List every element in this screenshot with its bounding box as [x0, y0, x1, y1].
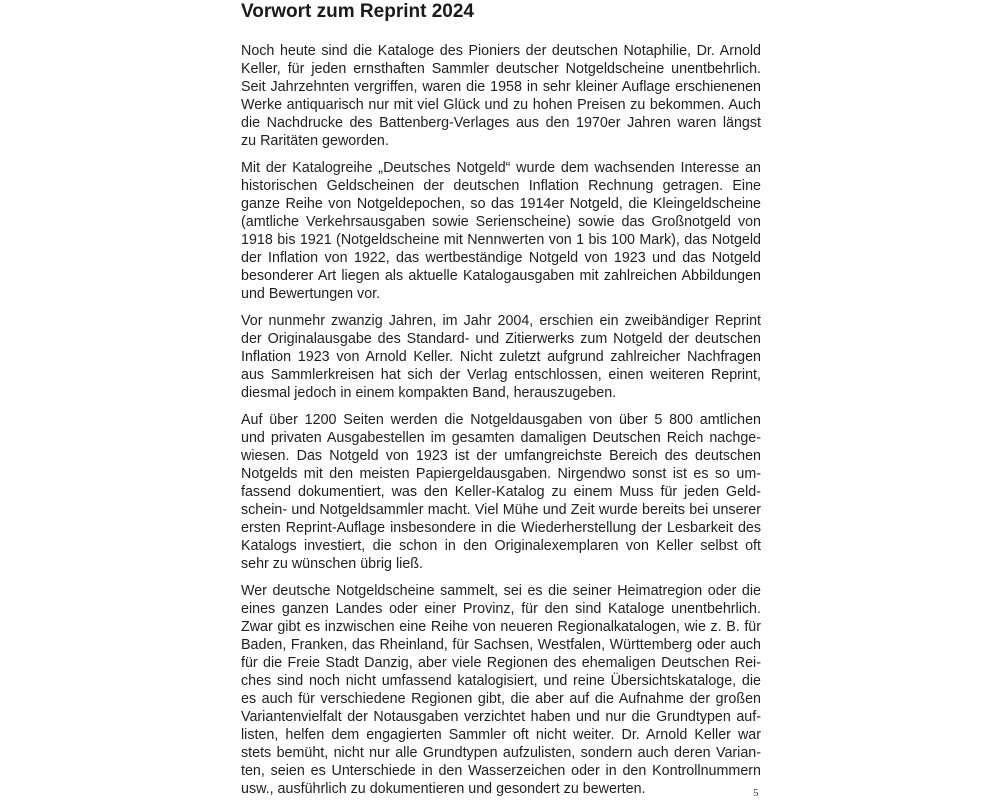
text-line: historischen Geldscheinen der deutschen Inflation Rechnung getragen. Eine [241, 178, 761, 194]
text-line: schein- und Notgeldsammler macht. Viel Mühe und Zeit wurde bereits bei unserer [241, 502, 761, 518]
text-line: Werke antiquarisch nur mit viel Glück und zu hohen Preisen zu bekommen. Auch [241, 97, 761, 113]
text-line: Auf über 1200 Seiten werden die Notgeldausgaben von über 5 800 amtlichen [241, 412, 761, 428]
text-line: Vor nunmehr zwanzig Jahren, im Jahr 2004, erschien ein zweibändiger Reprint [241, 313, 761, 329]
text-line: eines ganzen Landes oder einer Provinz, für den sind Kataloge unentbehrlich. [241, 601, 761, 617]
text-line: Notgelds mit den meisten Papiergeldausgaben. Nirgendwo sonst ist es so um- [241, 466, 761, 482]
text-line: sehr zu wünschen übrig ließ. [241, 556, 423, 572]
text-line: Baden, Franken, das Rheinland, für Sachsen, Westfalen, Württemberg oder auch [241, 637, 761, 653]
text-line: es auch für verschiedene Regionen gibt, die aber auf die Aufnahme der großen [241, 691, 761, 707]
paragraph [241, 411, 761, 573]
text-line: aus Sammlerkreisen hat sich der Verlag entschlossen, einen weiteren Reprint, [241, 367, 761, 383]
page-number: 5 [753, 787, 759, 799]
text-line: zu Raritäten geworden. [241, 133, 389, 149]
text-line: ten, seien es Unterschiede in den Wasserzeichen oder in den Kontrollnummern [241, 763, 761, 779]
text-line: wiesen. Das Notgeld von 1923 ist der umfangreichste Bereich des deutschen [241, 448, 761, 464]
paragraph [241, 42, 761, 150]
text-line: (amtliche Verkehrsausgaben sowie Serienscheine) sowie das Großnotgeld von [241, 214, 761, 230]
text-line: diesmal jedoch in einem kompakten Band, herauszugeben. [241, 385, 617, 401]
body-text [241, 42, 761, 807]
text-line: Wer deutsche Notgeldscheine sammelt, sei es die seiner Heimatregion oder die [241, 583, 761, 599]
text-line: Keller, für jeden ernsthaften Sammler deutscher Notgeldscheine unentbehrlich. [241, 61, 761, 77]
text-line: 1918 bis 1921 (Notgeldscheine mit Nennwerten von 1 bis 100 Mark), das Notgeld [241, 232, 761, 248]
text-line: die Nachdrucke des Battenberg-Verlages aus den 1970er Jahren waren längst [241, 115, 761, 131]
text-line: Katalogs investiert, die schon in den Originalexemplaren von Keller selbst oft [241, 538, 761, 554]
paragraph [241, 582, 761, 798]
paragraph [241, 312, 761, 402]
text-line: der Inflation von 1922, das wertbeständige Notgeld von 1923 und das Notgeld [241, 250, 761, 266]
text-line: ches sind noch nicht umfassend katalogisiert, und reine Übersichtskataloge, die [241, 673, 761, 689]
section-heading: Vorwort zum Reprint 2024 [241, 1, 474, 22]
text-line: usw., ausführlich zu dokumentieren und gesondert zu bewerten. [241, 781, 646, 797]
text-line: besonderer Art liegen als aktuelle Katalogausgaben mit zahlreichen Abbildungen [241, 268, 761, 284]
text-line: fassend dokumentiert, was den Keller-Katalog zu einem Muss für jeden Geld- [241, 484, 761, 500]
text-line: und privaten Ausgabestellen im gesamten damaligen Deutschen Reich nachge- [241, 430, 761, 446]
text-line: ganze Reihe von Notgeldepochen, so das 1914er Notgeld, die Kleingeldscheine [241, 196, 761, 212]
text-line: der Originalausgabe des Standard- und Zitierwerks zum Notgeld der deutschen [241, 331, 761, 347]
text-line: listen, helfen dem engagierten Sammler oft nicht weiter. Dr. Arnold Keller war [241, 727, 761, 743]
text-line: stets bemüht, nicht nur alle Grundtypen aufzulisten, sondern auch deren Varian- [241, 745, 761, 761]
paragraph [241, 159, 761, 303]
text-line: Zwar gibt es inzwischen eine Reihe von neueren Regionalkatalogen, wie z. B. für [241, 619, 761, 635]
text-line: Mit der Katalogreihe „Deutsches Notgeld“ wurde dem wachsenden Interesse an [241, 160, 761, 176]
text-line: Variantenvielfalt der Notausgaben verzichtet haben und nur die Grundtypen auf- [241, 709, 761, 725]
text-line: Noch heute sind die Kataloge des Pioniers der deutschen Notaphilie, Dr. Arnold [241, 43, 761, 59]
text-line: ersten Reprint-Auflage insbesondere in die Wiederherstellung der Lesbarkeit des [241, 520, 761, 536]
text-line: für die Freie Stadt Danzig, aber viele Regionen des ehemaligen Deutschen Rei- [241, 655, 761, 671]
text-line: Inflation 1923 von Arnold Keller. Nicht zuletzt aufgrund zahlreicher Nachfragen [241, 349, 761, 365]
text-line: und Bewertungen vor. [241, 286, 381, 302]
text-line: Seit Jahrzehnten vergriffen, waren die 1958 in sehr kleiner Auflage erschienenen [241, 79, 761, 95]
